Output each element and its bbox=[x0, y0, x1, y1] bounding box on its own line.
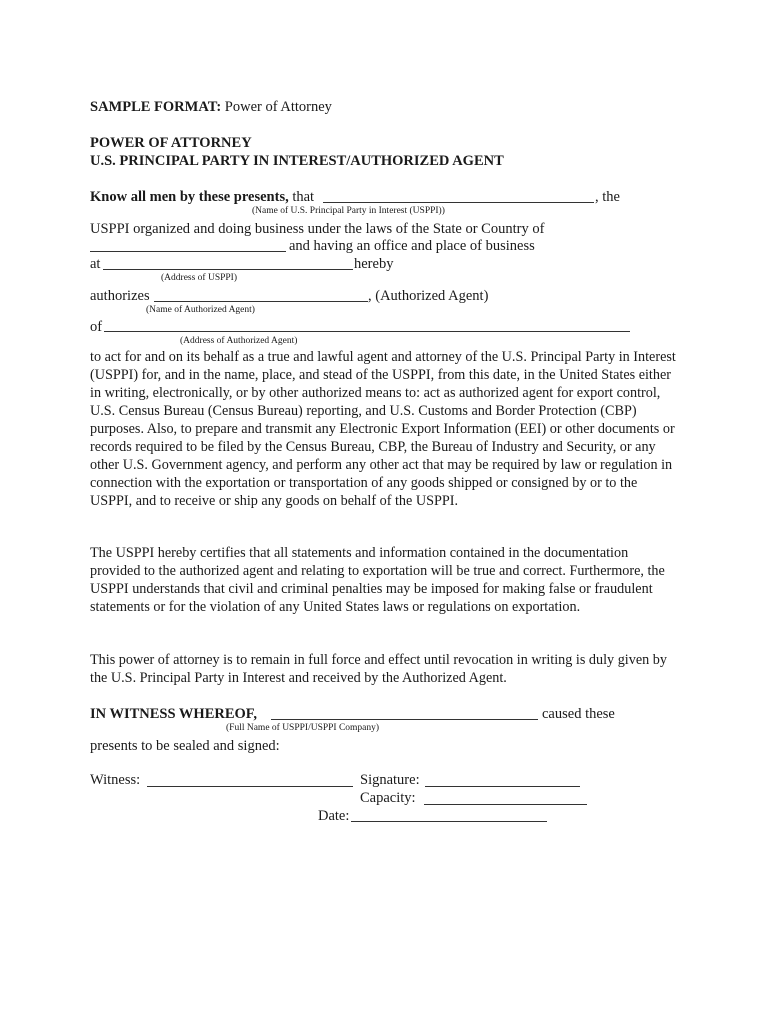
know-all-men-line bbox=[90, 188, 314, 206]
usppi-address-field[interactable] bbox=[103, 269, 353, 270]
caused-these-text: caused these bbox=[542, 706, 615, 722]
date-field[interactable] bbox=[351, 821, 547, 822]
signature-field[interactable] bbox=[425, 786, 580, 787]
sample-format-label: SAMPLE FORMAT: bbox=[90, 99, 222, 115]
the-text: , the bbox=[595, 189, 620, 205]
sample-format-line bbox=[90, 98, 332, 116]
revocation-paragraph: This power of attorney is to remain in full force and effect until revocation in writing is duly given by the U.S. Principal Party in Interest and received by the Authorized Agent. bbox=[90, 652, 667, 686]
agent-name-caption: (Name of Authorized Agent) bbox=[146, 305, 255, 315]
know-that: that bbox=[292, 189, 315, 205]
state-country-field[interactable] bbox=[90, 251, 286, 252]
agent-address-caption: (Address of Authorized Agent) bbox=[180, 336, 298, 346]
know-all-men-bold: Know all men by these presents, bbox=[90, 189, 289, 205]
agent-address-field[interactable] bbox=[104, 331, 630, 332]
authorizes-label: authorizes bbox=[90, 288, 150, 304]
agent-name-field[interactable] bbox=[154, 301, 368, 302]
date-label: Date: bbox=[318, 808, 350, 824]
company-name-caption: (Full Name of USPPI/USPPI Company) bbox=[226, 723, 380, 733]
capacity-field[interactable] bbox=[424, 804, 587, 805]
authorization-paragraph: to act for and on its behalf as a true and lawful agent and attorney of the U.S. Principal Party in Interest (USPPI) for, and in the name, place, and stead of the USPPI, from this date, in the United States either in writing, electronically, or by other authorized means to: act as authorized agent for export control, U.S. Census Bureau (Census Bureau) reporting, and U.S. Customs and Border Protection (CBP) purposes. Also, to prepare and transmit any Electronic Export Information (EEI) or other documents or records required to be filed by the Census Bureau, CBP, the Bureau of Industry and Security, or any other U.S. Government agency, and perform any other act that may be required by law or regulation in connection with the exportation or transportation of any goods shipped or consigned by or to the USPPI, and to receive or ship any goods on behalf of the USPPI. bbox=[90, 349, 676, 509]
hereby-text: hereby bbox=[354, 256, 394, 272]
witness-field[interactable] bbox=[147, 786, 353, 787]
in-witness-label: IN WITNESS WHEREOF, bbox=[90, 706, 257, 722]
usppi-name-caption: (Name of U.S. Principal Party in Interest (USPPI)) bbox=[252, 206, 445, 216]
witness-label: Witness: bbox=[90, 772, 141, 788]
document-title: POWER OF ATTORNEY bbox=[90, 135, 252, 151]
of-label: of bbox=[90, 319, 103, 335]
at-label: at bbox=[90, 256, 101, 272]
company-name-field[interactable] bbox=[271, 719, 538, 720]
signature-label: Signature: bbox=[360, 772, 420, 788]
capacity-label: Capacity: bbox=[360, 790, 416, 806]
office-text: and having an office and place of business bbox=[289, 238, 535, 254]
presents-sealed-text: presents to be sealed and signed: bbox=[90, 738, 280, 754]
usppi-organized-text: USPPI organized and doing business under the laws of the State or Country of bbox=[90, 221, 545, 237]
sample-format-title: Power of Attorney bbox=[224, 99, 332, 115]
usppi-name-field[interactable] bbox=[323, 202, 594, 203]
authorized-agent-text: , (Authorized Agent) bbox=[368, 288, 489, 304]
document-subtitle: U.S. PRINCIPAL PARTY IN INTEREST/AUTHORIZED AGENT bbox=[90, 153, 504, 169]
certification-paragraph: The USPPI hereby certifies that all statements and information contained in the documentation provided to the authorized agent and relating to exportation will be true and correct. Furthermore, the USPPI understands that civil and criminal penalties may be imposed for making false or fraudulent statements or for the violation of any United States laws or regulations on exportation. bbox=[90, 545, 665, 615]
usppi-address-caption: (Address of USPPI) bbox=[161, 273, 237, 283]
